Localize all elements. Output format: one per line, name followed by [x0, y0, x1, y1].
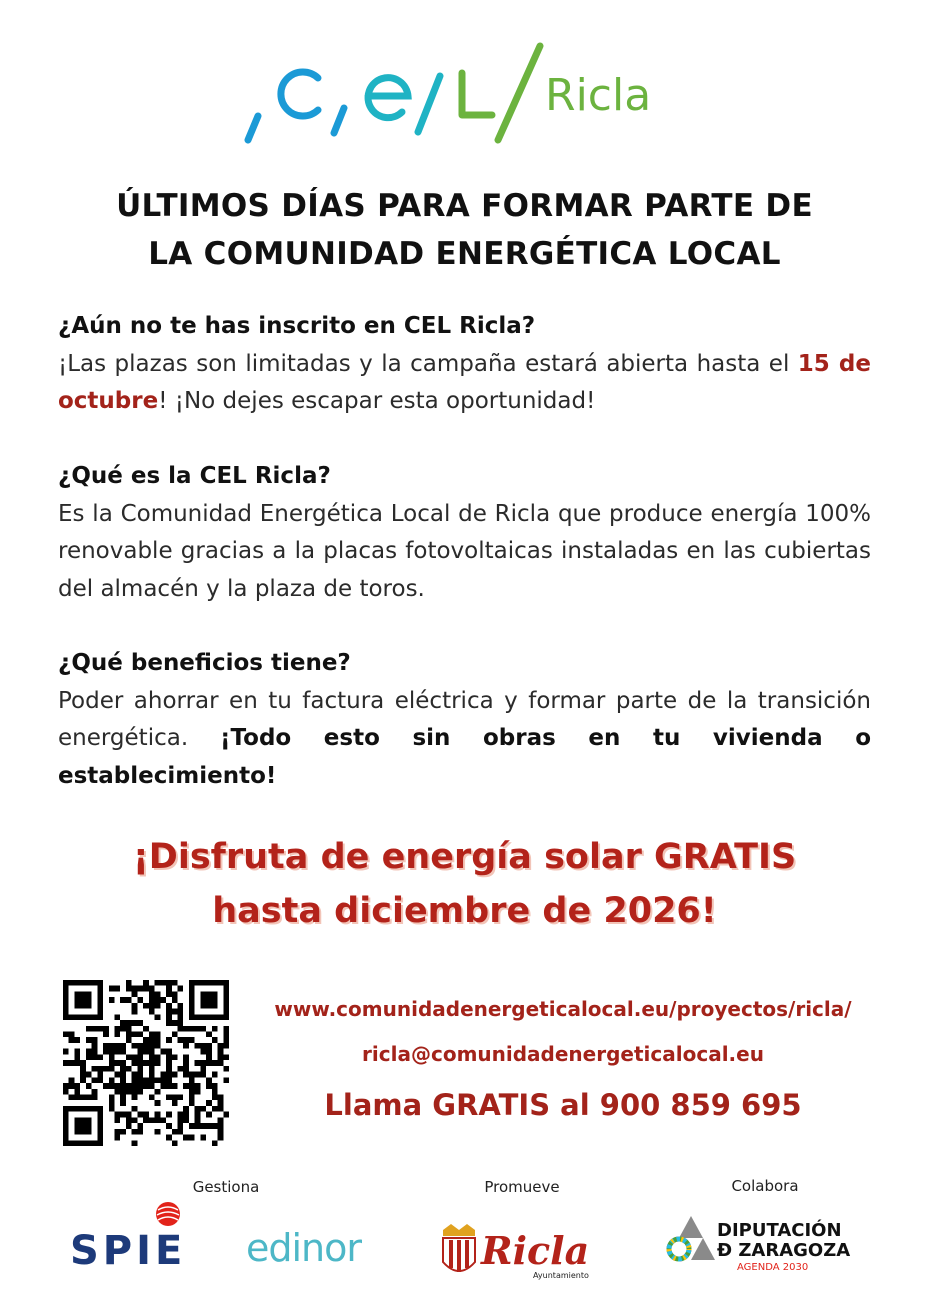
email-link[interactable]: ricla@comunidadenergeticalocal.eu [362, 1042, 764, 1066]
ricla-logo-sub: Ayuntamiento [533, 1271, 589, 1280]
headline [40, 182, 889, 278]
section-benefits [58, 645, 871, 795]
edinor-logo: edinor [246, 1226, 362, 1270]
dpz-line-2: Ð ZARAGOZA [717, 1240, 851, 1261]
section-text-part: Poder ahorrar en tu factura eléctrica y formar parte de la transición energética. [58, 687, 871, 751]
section-question: ¿Qué es la CEL Ricla? [58, 463, 331, 489]
diputacion-zaragoza-logo [665, 1212, 870, 1278]
logo-name: Ricla [545, 70, 652, 121]
section-question: ¿Aún no te has inscrito en CEL Ricla? [58, 313, 536, 339]
ricla-coat-of-arms-icon [443, 1224, 475, 1272]
dpz-line-1: DIPUTACIÓN [717, 1220, 842, 1241]
website-link[interactable]: www.comunidadenergeticalocal.eu/proyectos/ricla/ [274, 997, 852, 1021]
ricla-logo-text: Ricla [481, 1228, 590, 1273]
spie-text: SPIE [70, 1228, 187, 1270]
headline-line-1: ÚLTIMOS DÍAS PARA FORMAR PARTE DE [116, 188, 813, 224]
section-text-part: ¡Las plazas son limitadas y la campaña estará abierta hasta el [58, 350, 798, 377]
section-strong-text: ¡Todo esto sin obras en tu vivienda o establecimiento! [58, 725, 871, 789]
spie-logo [68, 1200, 218, 1270]
dpz-line-3: AGENDA 2030 [737, 1262, 809, 1273]
section-text [58, 346, 871, 421]
section-what-is [58, 458, 871, 608]
colabora-label: Colabora [731, 1177, 799, 1195]
promo-line-1: ¡Disfruta de energía solar GRATIS [132, 837, 797, 877]
qr-code-icon[interactable] [63, 980, 229, 1146]
section-text-part: ! ¡No dejes escapar esta oportunidad! [158, 388, 596, 414]
promueve-label: Promueve [484, 1178, 560, 1196]
deadline-highlight: 15 de octubre [58, 350, 871, 414]
promo-banner [40, 830, 889, 938]
promo-line-2: hasta diciembre de 2026! [212, 891, 717, 931]
headline-line-2: LA COMUNIDAD ENERGÉTICA LOCAL [148, 236, 781, 272]
cel-ricla-logo [240, 38, 690, 148]
gestiona-label: Gestiona [192, 1178, 260, 1196]
section-question: ¿Qué beneficios tiene? [58, 650, 351, 676]
section-registration [58, 308, 871, 421]
section-text: Es la Comunidad Energética Local de Ricla que produce energía 100% renovable gracias a la placas fotovoltaicas instaladas en las cubiertas del almacén y la plaza de toros. [58, 500, 871, 602]
ricla-ayuntamiento-logo [437, 1220, 607, 1282]
phone-number[interactable]: Llama GRATIS al 900 859 695 [324, 1088, 802, 1122]
section-text [58, 683, 871, 796]
sdg-wheel-icon [669, 1239, 689, 1259]
